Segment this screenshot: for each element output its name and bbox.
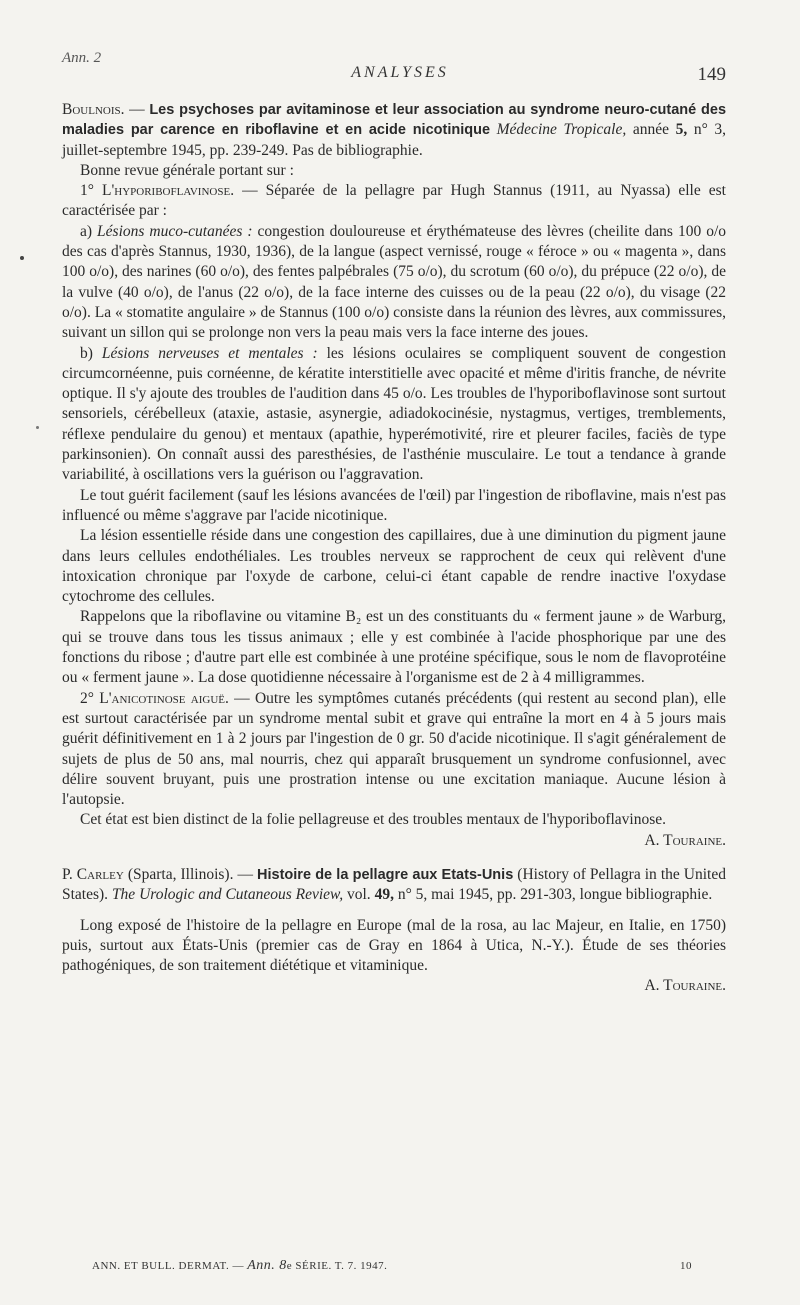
article-2-details-pre: vol. <box>343 886 375 904</box>
article-2-title: Histoire de la pellagre aux Etats-Unis <box>257 866 514 883</box>
paragraph-text: — Séparée de la pellagre par Hugh Stannus (1911, au Nyassa) elle est caractérisée par : <box>62 182 726 220</box>
footer-signature-number: 10 <box>680 1260 692 1272</box>
spacer <box>62 906 726 916</box>
footer-journal: ANN. ET BULL. DERMAT. — <box>92 1260 248 1272</box>
paragraph-riboflavine: Rappelons que la riboflavine ou vitamine B₂ est un des constituants du « ferment jaune » de Warburg, qui se trouve dans tous les tissus animaux ; elle y est combinée à l'acide phosphorique par une des fonctions du ribose ; d'autre part elle est combinée à une protéine spécifique, sous le nom de flavoprotéine ou « ferment jaune ». La dose quotidienne nécessaire à l'organisme est de 2 à 4 milligrammes. <box>62 608 726 687</box>
paragraph-hyporiboflavinose <box>62 181 726 222</box>
paragraph-text: congestion douloureuse et érythémateuse des lèvres (cheilite dans 100 o/o des cas d'après Stannus, 1930, 1936), de la langue (aspect vernissé, rouge « féroce » ou « magenta », dans 100 o/o), des narines (60 o/o), des fentes palpébrales (75 o/o), du scrotum (60 o/o), du prépuce (22 o/o), de la vulve (40 o/o), de l'anus (22 o/o), de la face interne des cuisses ou de la peau (22 o/o), du visage (22 o/o). La « stomatite angulaire » de Stannus (100 o/o) consiste dans la réunion des lèvres, aux commissures, suivant un sillon qui se prolonge non vers la peau mais vers la face interne des joues. <box>62 222 726 342</box>
paragraph-conclusion: Cet état est bien distinct de la folie pellagreuse et des troubles mentaux de l'hyporiboflavinose. <box>80 811 667 829</box>
section-number: 1° L' <box>80 182 115 200</box>
article-2-citation <box>62 865 726 906</box>
item-letter: a) <box>80 222 98 240</box>
footer-ann: Ann. 8 <box>247 1258 287 1273</box>
article-2-author: P. Carley <box>62 865 124 883</box>
article-1-author: Boulnois. <box>62 101 125 118</box>
article-2-author-rest: (Sparta, Illinois). — <box>123 865 258 883</box>
footer-citation <box>92 1258 387 1274</box>
article-separator <box>62 851 726 865</box>
article-1-details-post: n° 3, juillet-septembre 1945, pp. 239-249. Pas de bibliographie. <box>62 121 726 159</box>
paragraph-anicotinose <box>62 689 726 811</box>
article-1-details-pre: année <box>626 121 676 139</box>
paragraph-histoire: Long exposé de l'histoire de la pellagre en Europe (mal de la rosa, au lac Majeur, en Italie, en 1750) puis, surtout aux États-Unis (premier cas de Gray en 1864 à Utica, N.-Y.). Étude de ses théories pathogéniques, de son traitement diététique et vitaminique. <box>62 916 726 975</box>
running-head: ANALYSES <box>351 64 449 81</box>
article-2-volume: 49, <box>374 886 394 904</box>
section-heading: hyporiboflavinose. <box>114 182 235 200</box>
paragraph-text: les lésions oculaires se compliquent souvent de congestion circumcornéenne, puis cornéenne, de kératite interstitielle avec opacité et même d'iritis franche, de névrite optique. Il s'y ajoute des troubles de l'audition dans 45 o/o. Les troubles de l'hyporiboflavinose sont surtout sensoriels, cérébelleux (ataxie, astasie, asynergie, adiadokocinésie, nystagmus, vertiges, tremblements, réflexe pendulaire du genou) et mentaux (apathie, hyperémotivité, rire et pleurer faciles, faciès de type parkinsonien). On connaît aussi des paresthésies, de l'asthénie musculaire. Le tout a tendance à grande variabilité, à oscillations vers la guérison ou l'aggravation. <box>62 344 726 484</box>
section-heading: anicotinose aiguë. <box>111 689 229 707</box>
citation-dash: — <box>124 101 150 118</box>
paragraph-intro: Bonne revue générale portant sur : <box>80 161 294 179</box>
page-body <box>62 100 726 997</box>
paragraph-lesions-cutanees <box>62 222 726 344</box>
section-number: 2° L' <box>80 689 112 707</box>
item-letter: b) <box>80 344 102 362</box>
page-footer <box>92 1258 692 1274</box>
speck-mark <box>20 256 24 260</box>
article-1-citation <box>62 100 726 161</box>
paragraph-lesions-nerveuses <box>62 344 726 486</box>
paragraph-text: — Outre les symptômes cutanés précédents (qui restent au second plan), elle est surtout caractérisée par un syndrome mental subit et grave qui entraîne la mort en 4 à 5 jours mais guérit définitivement en 1 à 2 jours par l'ingestion de 0 gr. 50 d'acide nicotinique. Il s'agit généralement de sujets de plus de 50 ans, mal nourris, chez qui apparaît brusquement un syndrome confusionnel, avec délire souvent bruyant, puis une prostration intense ou une excitation maniaque. Aucune lésion à l'autopsie. <box>62 689 727 809</box>
article-1-signature <box>62 831 726 851</box>
signature-text: A. Touraine. <box>644 977 726 995</box>
margin-note: Ann. 2 <box>62 50 102 66</box>
paragraph-lesion-essentielle: La lésion essentielle réside dans une congestion des capillaires, due à une diminution du pigment jaune dans leurs cellules endothéliales. Les troubles nerveux se rapprochent de ceux qui relèvent d'une intoxication chronique par l'oxyde de carbone, celui-ci étant capable de rendre inactive l'oxydase cytochrome des cellules. <box>62 527 726 606</box>
article-2-journal: The Urologic and Cutaneous Review, <box>111 886 344 904</box>
speck-mark <box>36 426 39 429</box>
article-2-title-rest: (History of Pellagra in the United States). <box>62 865 726 904</box>
signature-text: A. Touraine. <box>644 831 726 849</box>
article-1-journal: Médecine Tropicale, <box>496 121 627 139</box>
footer-serie: e SÉRIE. T. 7. 1947. <box>286 1260 388 1272</box>
paragraph-guerison: Le tout guérit facilement (sauf les lésions avancées de l'œil) par l'ingestion de riboflavine, mais n'est pas influencé ou même s'aggrave par l'acide nicotinique. <box>62 486 726 524</box>
article-2-signature <box>62 976 726 996</box>
article-1-title: Les psychoses par avitaminose et leur association au syndrome neuro-cutané des maladies par carence en riboflavine et en acide nicotinique <box>62 102 727 139</box>
item-heading: Lésions muco-cutanées : <box>97 222 253 240</box>
article-1-volume: 5, <box>675 121 688 139</box>
item-heading: Lésions nerveuses et mentales : <box>101 344 318 362</box>
page-number: 149 <box>697 64 726 85</box>
article-2-details-post: n° 5, mai 1945, pp. 291-303, longue bibliographie. <box>393 886 713 904</box>
